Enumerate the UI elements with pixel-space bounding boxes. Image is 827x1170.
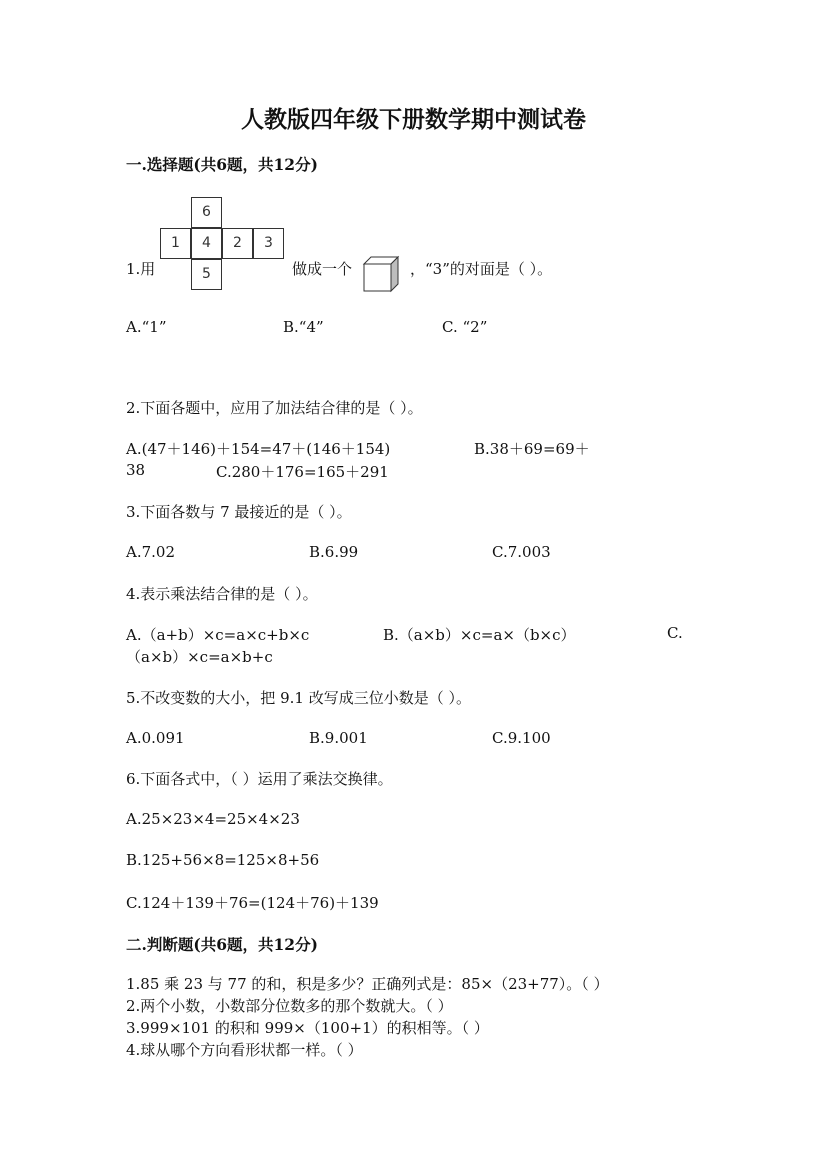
q5-option-b: B.9.001: [309, 729, 368, 747]
q2-option-c: C.280＋176=165＋291: [216, 463, 389, 481]
q6-option-a: A.25×23×4=25×4×23: [126, 810, 300, 828]
net-cell: 6: [191, 197, 222, 228]
q4-option-b: B.（a×b）×c=a×（b×c）: [383, 626, 576, 644]
cube-icon: [362, 255, 402, 293]
net-cell: 4: [191, 228, 222, 259]
q4-text: 4.表示乘法结合律的是（ ）。: [126, 585, 318, 603]
net-cell: 1: [160, 228, 191, 259]
q4-option-c: （a×b）×c=a×b+c: [126, 648, 273, 666]
section-heading-choice: 一.选择题(共6题，共12分): [126, 155, 318, 174]
q5-option-c: C.9.100: [492, 729, 551, 747]
q3-option-b: B.6.99: [309, 543, 359, 561]
q1-option-c: C. “2”: [442, 318, 488, 336]
q2-option-b: B.38＋69=69＋: [474, 440, 590, 458]
section-heading-judgment: 二.判断题(共6题，共12分): [126, 935, 318, 954]
q5-text: 5.不改变数的大小，把 9.1 改写成三位小数是（ ）。: [126, 689, 471, 707]
q3-text: 3.下面各数与 7 最接近的是（ ）。: [126, 503, 352, 521]
q3-option-c: C.7.003: [492, 543, 551, 561]
judgment-item: 3.999×101 的积和 999×（100+1）的积相等。（ ）: [126, 1019, 489, 1037]
q1-prefix: 1.用: [126, 260, 156, 278]
q1-middle: 做成一个: [292, 260, 353, 278]
q4-option-a: A.（a+b）×c=a×c+b×c: [126, 626, 310, 644]
q4-option-c-label: C.: [667, 624, 683, 642]
judgment-item: 1.85 乘 23 与 77 的和，积是多少？正确列式是：85×（23+77）。（ ）: [126, 975, 609, 993]
judgment-item: 2.两个小数，小数部分位数多的那个数就大。（ ）: [126, 997, 453, 1015]
q5-option-a: A.0.091: [126, 729, 185, 747]
q2-option-b-cont: 38: [126, 461, 146, 479]
q6-option-b: B.125+56×8=125×8+56: [126, 851, 320, 869]
q3-option-a: A.7.02: [126, 543, 175, 561]
net-cell: 5: [191, 259, 222, 290]
q1-suffix: ，“3”的对面是（ ）。: [410, 260, 553, 278]
q2-text: 2.下面各题中，应用了加法结合律的是（ ）。: [126, 399, 423, 417]
net-cell: 2: [222, 228, 253, 259]
q6-option-c: C.124＋139＋76=(124＋76)＋139: [126, 894, 379, 912]
judgment-item: 4.球从哪个方向看形状都一样。（ ）: [126, 1041, 363, 1059]
page-title: 人教版四年级下册数学期中测试卷: [241, 106, 586, 133]
q2-option-a: A.(47＋146)＋154=47＋(146＋154): [126, 440, 391, 458]
q6-text: 6.下面各式中，（ ）运用了乘法交换律。: [126, 770, 393, 788]
q1-option-b: B.“4”: [283, 318, 324, 336]
net-cell: 3: [253, 228, 284, 259]
q1-option-a: A.“1”: [126, 318, 167, 336]
